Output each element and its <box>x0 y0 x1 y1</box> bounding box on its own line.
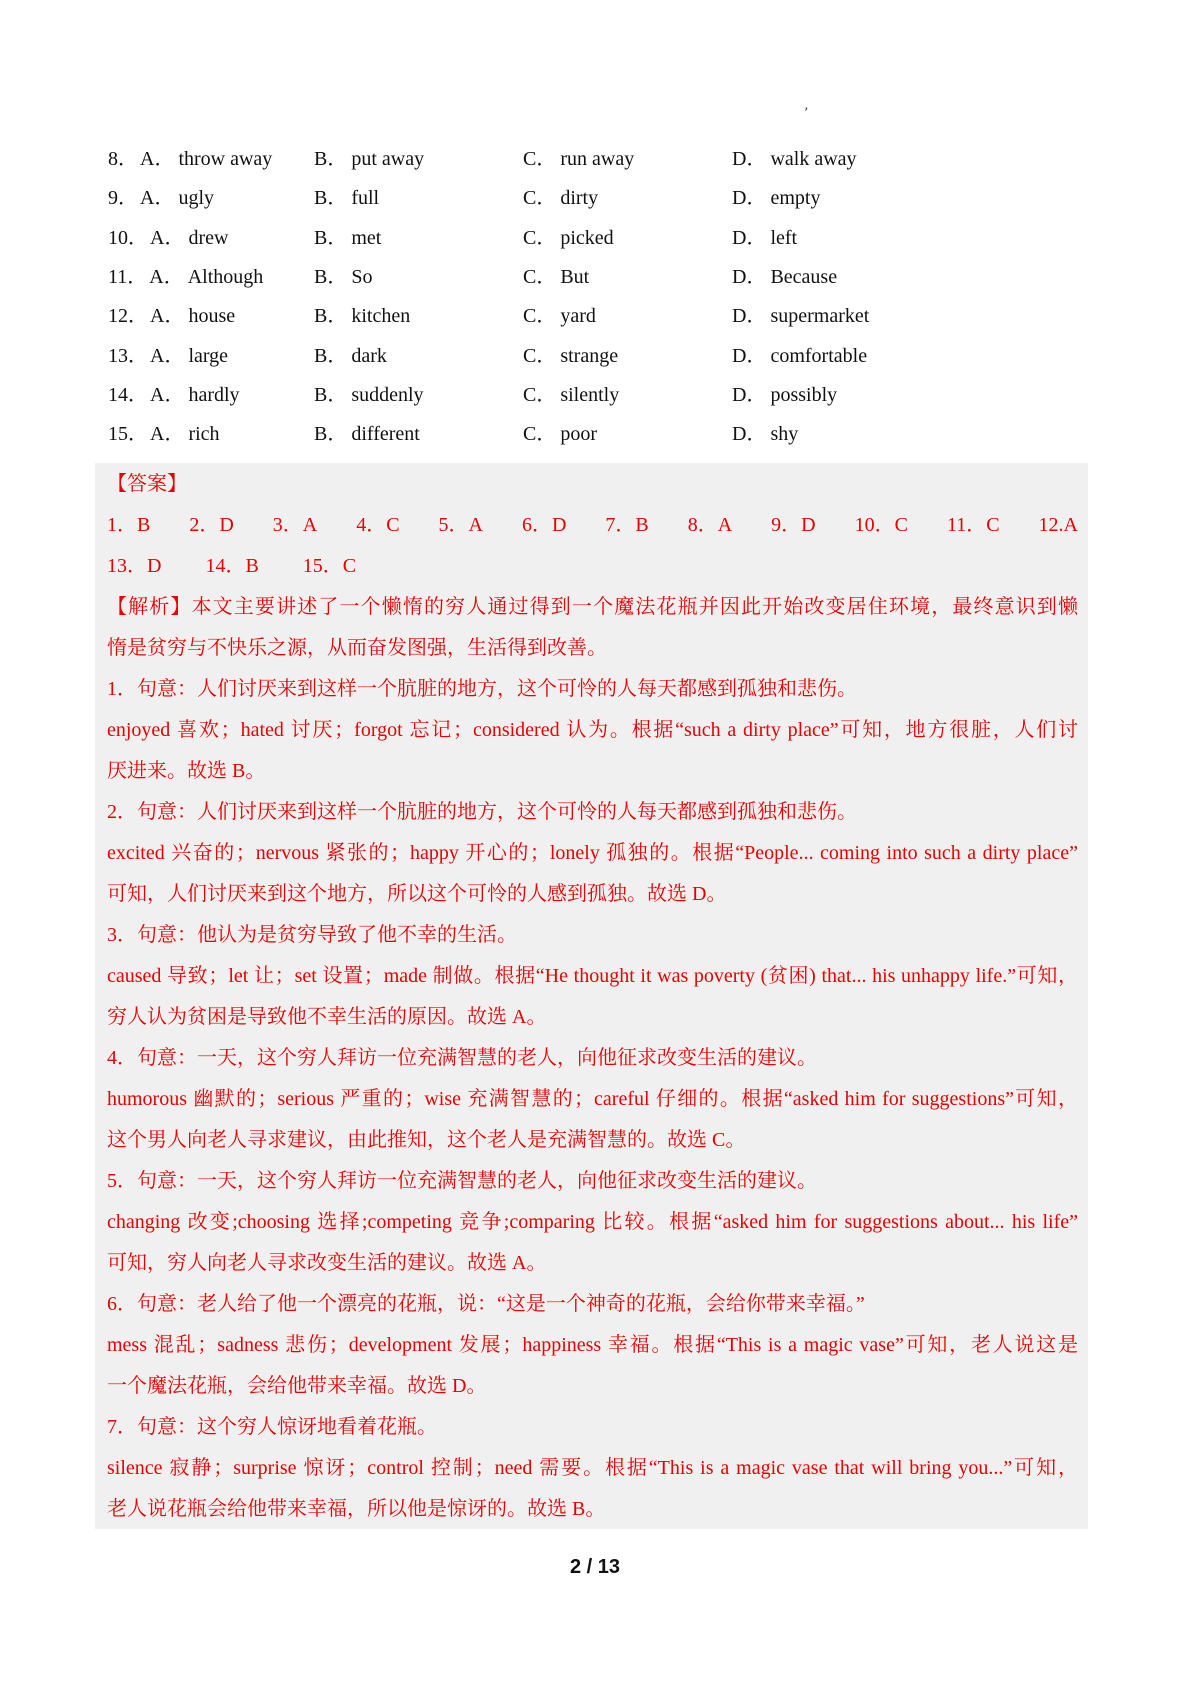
option-cell-c <box>523 142 732 171</box>
option-letter: D． <box>732 423 767 446</box>
question-number: 8． <box>108 148 138 171</box>
option-text: met <box>351 226 382 249</box>
option-text: yard <box>560 305 596 328</box>
question-number: 12． <box>108 305 148 328</box>
option-cell-b <box>314 339 523 368</box>
option-cell-b <box>314 299 523 328</box>
option-letter: A． <box>150 305 185 328</box>
option-text: different <box>351 423 420 446</box>
option-text: comfortable <box>770 344 868 367</box>
question-number: 10． <box>108 226 148 249</box>
option-text: hardly <box>188 383 240 406</box>
option-letter: D． <box>732 148 767 171</box>
option-cell-b <box>314 142 523 171</box>
question-number: 13． <box>108 344 148 367</box>
answers-heading: 【答案】 <box>107 473 187 495</box>
answer-item: 10．C <box>854 514 908 536</box>
option-text: dark <box>351 344 387 367</box>
analysis-line: 1．句意：人们讨厌来到这样一个肮脏的地方，这个可怜的人每天都感到孤独和悲伤。 <box>107 678 857 700</box>
option-letter: D． <box>732 187 767 210</box>
analysis-line: changing 改变;choosing 选择;competing 竞争;comparing 比较。根据“asked him for suggestions about... his life” <box>107 1211 1078 1233</box>
answer-item: 14．B <box>205 555 259 577</box>
analysis-line: 5．句意：一天，这个穷人拜访一位充满智慧的老人，向他征求改变生活的建议。 <box>107 1170 817 1192</box>
answer-item: 11．C <box>946 514 1000 536</box>
option-cell-b <box>314 260 523 289</box>
option-text: empty <box>770 187 821 210</box>
option-letter: A． <box>140 187 175 210</box>
option-letter: A． <box>150 344 185 367</box>
option-text: So <box>351 266 373 289</box>
option-text: strange <box>560 344 619 367</box>
option-cell-b <box>314 221 523 250</box>
option-letter: D． <box>732 266 767 289</box>
analysis-line: 这个男人向老人寻求建议，由此推知，这个老人是充满智慧的。故选 C。 <box>107 1129 746 1151</box>
option-text: rich <box>188 423 220 446</box>
answers-row-2 <box>107 546 1078 587</box>
option-cell-a <box>108 339 314 368</box>
analysis-line: 4．句意：一天，这个穷人拜访一位充满智慧的老人，向他征求改变生活的建议。 <box>107 1047 817 1069</box>
option-cell-d <box>732 142 1120 171</box>
question-options-list <box>108 137 1120 451</box>
option-text: silently <box>560 383 620 406</box>
option-text: throw away <box>178 148 273 171</box>
answer-item: 3．A <box>272 514 318 536</box>
option-letter: B． <box>314 344 348 367</box>
answers-row-1 <box>107 505 1078 546</box>
option-cell-a <box>108 417 314 446</box>
option-cell-a <box>108 221 314 250</box>
analysis-line: 【解析】本文主要讲述了一个懒惰的穷人通过得到一个魔法花瓶并因此开始改变居住环境，最终意识到懒 <box>107 596 1078 618</box>
question-row-13 <box>108 333 1120 372</box>
option-cell-a <box>108 181 314 210</box>
question-row-15 <box>108 412 1120 451</box>
analysis-lines <box>107 587 1078 1530</box>
analysis-line: 可知，人们讨厌来到这个地方，所以这个可怜的人感到孤独。故选 D。 <box>107 883 727 905</box>
option-letter: B． <box>314 266 348 289</box>
option-text: possibly <box>770 383 838 406</box>
option-letter: A． <box>150 423 185 446</box>
option-cell-d <box>732 260 1120 289</box>
option-letter: C． <box>523 305 557 328</box>
option-letter: D． <box>732 226 767 249</box>
option-text: poor <box>560 423 598 446</box>
option-cell-c <box>523 299 732 328</box>
option-letter: B． <box>314 383 348 406</box>
option-letter: B． <box>314 423 348 446</box>
analysis-line: 2．句意：人们讨厌来到这样一个肮脏的地方，这个可怜的人每天都感到孤独和悲伤。 <box>107 801 857 823</box>
question-row-8 <box>108 137 1120 176</box>
answer-item: 5．A <box>438 514 483 536</box>
option-letter: A． <box>140 148 175 171</box>
answer-item: 1．B <box>107 514 151 536</box>
option-cell-c <box>523 221 732 250</box>
option-letter: C． <box>523 148 557 171</box>
option-cell-a <box>108 142 314 171</box>
option-text: dirty <box>560 187 599 210</box>
option-letter: B． <box>314 148 348 171</box>
analysis-line: 可知，穷人向老人寻求改变生活的建议。故选 A。 <box>107 1252 547 1274</box>
option-text: full <box>351 187 380 210</box>
option-cell-d <box>732 417 1120 446</box>
question-number: 15． <box>108 423 148 446</box>
option-cell-c <box>523 378 732 407</box>
option-cell-a <box>108 299 314 328</box>
option-text: run away <box>560 148 635 171</box>
answer-analysis-section <box>95 463 1088 1529</box>
option-letter: C． <box>523 344 557 367</box>
question-number: 11． <box>108 266 148 289</box>
option-letter: C． <box>523 423 557 446</box>
option-text: Because <box>770 266 838 289</box>
answer-item: 2．D <box>189 514 234 536</box>
option-cell-a <box>108 378 314 407</box>
option-letter: A． <box>150 383 185 406</box>
stray-mark: ’ <box>804 106 809 122</box>
option-letter: A． <box>149 266 184 289</box>
question-row-10 <box>108 216 1120 255</box>
analysis-line: silence 寂静；surprise 惊讶；control 控制；need 需要。根据“This is a magic vase that will bring you...”可知， <box>107 1457 1078 1479</box>
answer-item: 15．C <box>302 555 357 577</box>
question-number: 9． <box>108 187 138 210</box>
option-text: But <box>560 266 590 289</box>
option-cell-d <box>732 299 1120 328</box>
answer-item: 12.A <box>1038 514 1078 536</box>
option-letter: D． <box>732 383 767 406</box>
analysis-line: mess 混乱；sadness 悲伤；development 发展；happiness 幸福。根据“This is a magic vase”可知，老人说这是 <box>107 1334 1078 1356</box>
analysis-line: 老人说花瓶会给他带来幸福，所以他是惊讶的。故选 B。 <box>107 1498 606 1520</box>
option-letter: C． <box>523 187 557 210</box>
option-cell-b <box>314 378 523 407</box>
analysis-line: humorous 幽默的；serious 严重的；wise 充满智慧的；careful 仔细的。根据“asked him for suggestions”可知， <box>107 1088 1078 1110</box>
option-cell-c <box>523 260 732 289</box>
option-text: shy <box>770 423 799 446</box>
option-letter: A． <box>150 226 185 249</box>
option-letter: B． <box>314 226 348 249</box>
answer-item: 9．D <box>771 514 816 536</box>
option-text: supermarket <box>770 305 870 328</box>
option-text: picked <box>560 226 614 249</box>
option-letter: B． <box>314 305 348 328</box>
option-text: kitchen <box>351 305 411 328</box>
option-letter: D． <box>732 344 767 367</box>
option-cell-d <box>732 181 1120 210</box>
option-text: put away <box>351 148 425 171</box>
option-text: suddenly <box>351 383 424 406</box>
answer-item: 6．D <box>521 514 567 536</box>
option-cell-c <box>523 339 732 368</box>
option-text: ugly <box>178 187 215 210</box>
analysis-line: 厌进来。故选 B。 <box>107 760 266 782</box>
option-cell-d <box>732 339 1120 368</box>
analysis-line: 6．句意：老人给了他一个漂亮的花瓶，说：“这是一个神奇的花瓶，会给你带来幸福。” <box>107 1293 865 1315</box>
option-text: Although <box>187 266 264 289</box>
option-cell-b <box>314 181 523 210</box>
answer-item: 13．D <box>107 555 162 577</box>
option-letter: B． <box>314 187 348 210</box>
answer-item: 7．B <box>605 514 649 536</box>
option-letter: C． <box>523 383 557 406</box>
answer-item: 4．C <box>356 514 400 536</box>
analysis-line: 7．句意：这个穷人惊讶地看着花瓶。 <box>107 1416 437 1438</box>
option-letter: D． <box>732 305 767 328</box>
option-text: walk away <box>770 148 857 171</box>
question-row-9 <box>108 176 1120 215</box>
analysis-line: enjoyed 喜欢；hated 讨厌；forgot 忘记；considered 认为。根据“such a dirty place”可知，地方很脏，人们讨 <box>107 719 1078 741</box>
analysis-line: excited 兴奋的；nervous 紧张的；happy 开心的；lonely 孤独的。根据“People... coming into such a dirty place” <box>107 842 1078 864</box>
option-text: house <box>188 305 236 328</box>
option-cell-d <box>732 221 1120 250</box>
option-text: left <box>770 226 798 249</box>
analysis-line: 惰是贫穷与不快乐之源，从而奋发图强，生活得到改善。 <box>107 637 607 659</box>
analysis-line: 3．句意：他认为是贫穷导致了他不幸的生活。 <box>107 924 517 946</box>
option-letter: C． <box>523 266 557 289</box>
option-cell-d <box>732 378 1120 407</box>
option-cell-b <box>314 417 523 446</box>
question-number: 14． <box>108 383 148 406</box>
option-cell-c <box>523 181 732 210</box>
analysis-line: caused 导致；let 让；set 设置；made 制做。根据“He thought it was poverty (贫困) that... his unhappy life.”可知， <box>107 965 1078 987</box>
question-row-14 <box>108 373 1120 412</box>
option-text: drew <box>188 226 229 249</box>
page-number: 2 / 13 <box>569 1556 621 1578</box>
option-cell-c <box>523 417 732 446</box>
option-text: large <box>188 344 229 367</box>
analysis-line: 穷人认为贫困是导致他不幸生活的原因。故选 A。 <box>107 1006 547 1028</box>
answer-item: 8．A <box>687 514 733 536</box>
question-row-12 <box>108 294 1120 333</box>
option-letter: C． <box>523 226 557 249</box>
option-cell-a <box>108 260 314 289</box>
question-row-11 <box>108 255 1120 294</box>
analysis-line: 一个魔法花瓶，会给他带来幸福。故选 D。 <box>107 1375 487 1397</box>
